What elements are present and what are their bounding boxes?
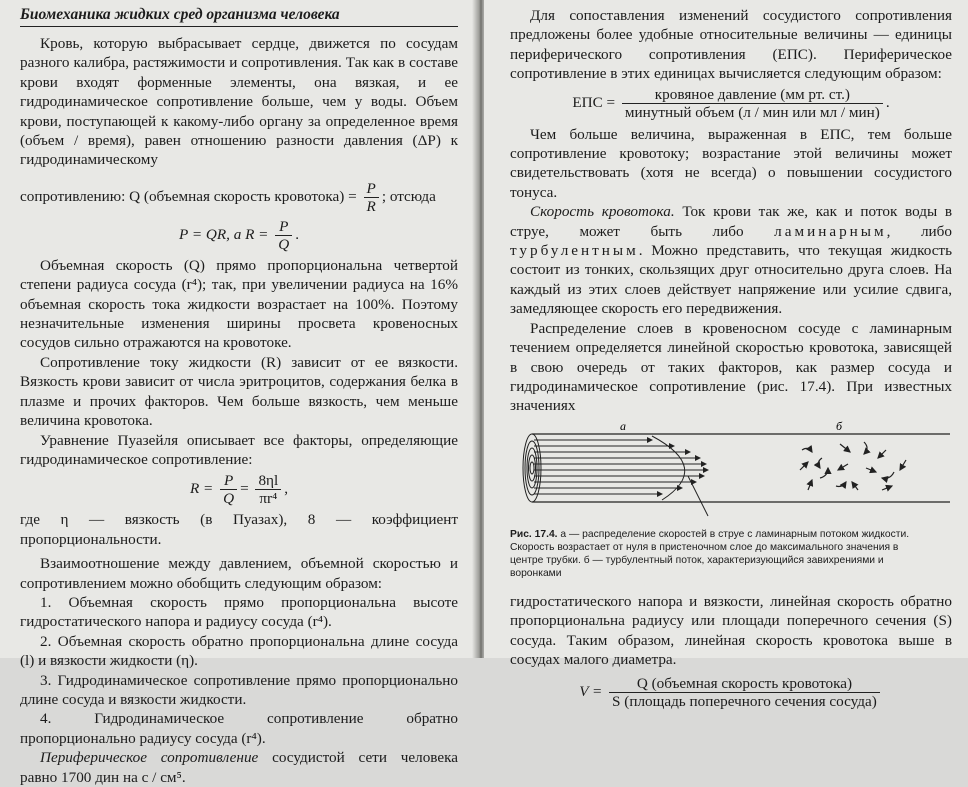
equation-poiseuille [20, 472, 458, 507]
term-peripheral-resistance: Периферическое сопротивление [40, 749, 259, 767]
fraction-numerator: P [220, 472, 237, 490]
fraction-numerator: 8ηl [255, 472, 281, 490]
paragraph-relations: Взаимоотношение между давлением, объемной скоростью и сопротивлением можно обобщить следующим образом: [20, 555, 458, 592]
fraction-eps [622, 86, 883, 121]
flow-formula-text: сопротивлению: Q (объемная скорость кровотока) = [20, 187, 357, 205]
equation-left: V = [579, 683, 603, 701]
figure-label-a: а [620, 418, 626, 433]
fraction-numerator: P [364, 180, 379, 198]
laminar-velocity-arrows [534, 440, 708, 494]
fraction-denominator: πr⁴ [259, 490, 278, 508]
paragraph-where: где η — вязкость (в Пуазах), 8 — коэффициент пропорциональности. [20, 511, 458, 548]
equation-left: P = QR, а R = [179, 225, 269, 243]
paragraph-viscosity: Сопротивление току жидкости (R) зависит от ее вязкости. Вязкость крови зависит от числа эритроцитов, содержания белка в плазме и прочих факторов. Чем больше вязкость, чем меньше величина кровотока. [20, 353, 458, 430]
fraction-denominator: Q [223, 490, 235, 508]
figure-17-4 [502, 420, 952, 588]
section-title-flow-speed: Скорость кровотока. [530, 203, 675, 221]
equation-end: . [885, 93, 890, 111]
equation-p-qr [20, 218, 458, 253]
turbulent-vortex-arrows [800, 442, 906, 490]
equation-left: ЕПС = [572, 93, 616, 111]
flow-formula-tail: ; отсюда [381, 187, 436, 205]
caption-text: а — распределение скоростей в струе с ламинарным потоком жидкости. Скорость возрастает от нуля в пристеночном слое до максимального значения в центре трубки. б — турбулентный поток, характеризующийся завихрениями и воронками [510, 528, 910, 579]
running-header: Биомеханика жидких сред организма человека [20, 6, 458, 27]
caption-number: Рис. 17.4. [510, 528, 558, 540]
equation-left: R = [189, 480, 214, 498]
fraction-numerator: Q (объемная скорость кровотока) [609, 675, 880, 693]
paragraph-poiseuille: Уравнение Пуазейля описывает все факторы, определяющие гидродинамическое сопротивление: [20, 431, 458, 468]
figure-label-b: б [836, 418, 843, 433]
fraction-q-over-s [609, 675, 880, 710]
fraction-denominator: S (площадь поперечного сечения сосуда) [612, 693, 877, 711]
paragraph-linear-speed: гидростатического напора и вязкости, линейная скорость обратно пропорциональна радиусу или площади поперечного сечения (S) сосуда. Таким образом, линейная скорость кровотока выше в сосудах малого диаметра. [510, 592, 952, 668]
flow-speed-text-b: , либо [886, 222, 952, 240]
fraction-denominator: минутный объем (л / мин или мл / мин) [624, 103, 880, 121]
list-item-3: 3. Гидродинамическое сопротивление прямо пропорционально длине сосуда и вязкости жидкости. [20, 671, 458, 708]
fraction-p-over-q [275, 218, 292, 253]
figure-caption [510, 528, 934, 580]
fraction-denominator: Q [278, 235, 290, 253]
equation-end: . [295, 225, 299, 243]
paragraph-flow-formula [20, 180, 458, 215]
profile-pointer [688, 476, 708, 516]
peripheral-value-text: сосудистой сети человека равно 1700 дин на с / см⁵. [20, 749, 459, 786]
flow-speed-text-a: Ток крови так же, как и поток воды в струе, может быть либо [510, 203, 952, 240]
tube-walls [532, 434, 950, 502]
paragraph-eps-meaning: Чем больше величина, выраженная в ЕПС, тем больше сопротивление кровотоку; возрастание этой величины может свидетельствовать (хотя не всегда) о повышении сосудистого тонуса. [510, 125, 952, 201]
flow-speed-text-c: . Можно представить, что текущая жидкость состоит из тонких, скользящих друг относительно друга слоев. На каждый из этих слоев действует напряжение или усилие сдвига, замедляющее скорость его передвижения. [510, 242, 952, 318]
equation-eps [510, 86, 952, 121]
paragraph-laminar-distribution: Распределение слоев в кровеносном сосуде с ламинарным течением определяется линейной скоростью кровотока, зависящей в свою очередь от таких факторов, как размер сосуда и гидродинамическое сопротивление (рис. 17.4). При известных значениях [510, 319, 952, 415]
paragraph-intro: Кровь, которую выбрасывает сердце, движется по сосудам разного калибра, растяжимости и сопротивления. Так как в составе крови входят форменные элементы, она вязкая, и ее гидродинамическое сопротивление больше, чем у воды. Объем крови, поступающей к какому-либо органу за определенное время (объем / время), равен отношению разности давления (ΔP) к гидродинамическому [20, 35, 458, 169]
fraction-p-over-r [364, 180, 379, 215]
right-page [484, 0, 968, 711]
list-item-2: 2. Объемная скорость обратно пропорциональна длине сосуда (l) и вязкости жидкости (η). [20, 632, 458, 670]
fraction-denominator: R [366, 197, 376, 215]
equation-end: , [284, 480, 289, 498]
fraction-p-over-q [220, 472, 237, 507]
tube-end-ellipses [523, 434, 541, 502]
paragraph-flow-speed [510, 202, 952, 318]
list-item-1: 1. Объемная скорость прямо пропорциональна высоте гидростатического напора и радиусу сосуда (r⁴). [20, 593, 458, 631]
fraction-numerator: P [275, 218, 292, 236]
paragraph-eps-intro: Для сопоставления изменений сосудистого сопротивления предложены более удобные относительные величины — единицы периферического сопротивления (ЕПС). Периферическое сопротивление в этих единицах вычисляется следующим образом: [510, 7, 952, 83]
paragraph-peripheral [20, 748, 458, 787]
fraction-numerator: кровяное давление (мм рт. ст.) [622, 86, 883, 104]
term-turbulent: турбулентным [510, 242, 639, 260]
fraction-8etal-over-pir4 [255, 472, 281, 507]
term-laminar: ламинарным [774, 222, 887, 240]
equation-linear-velocity [510, 675, 952, 710]
equation-equals: = [240, 480, 249, 498]
list-item-4: 4. Гидродинамическое сопротивление обратно пропорционально радиусу сосуда (r⁴). [20, 710, 458, 747]
left-page [0, 0, 478, 786]
paragraph-radius: Объемная скорость (Q) прямо пропорциональна четвертой степени радиуса сосуда (r⁴); так, при увеличении радиуса на 16% объемная скорость тока жидкости возрастает на 100%. Поэтому незначительные изменения ширины просвета кровеносных сосудов сильно отражаются на кровотоке. [20, 256, 458, 352]
